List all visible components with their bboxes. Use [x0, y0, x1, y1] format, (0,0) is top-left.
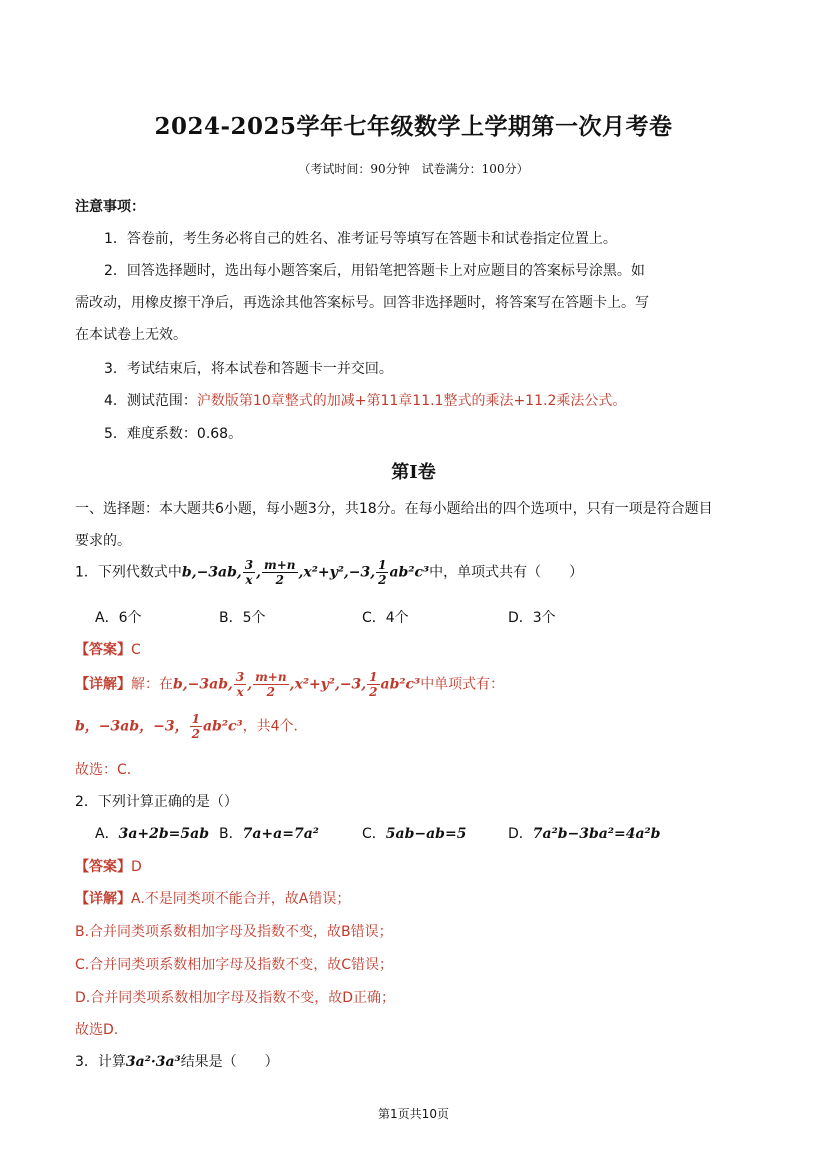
q2-detail-line-4: D.合并同类项系数相加字母及指数不变，故D正确； — [75, 990, 396, 1006]
question-2-stem: 2．下列计算正确的是（） — [75, 794, 238, 810]
q1-fraction-2-den: 2 — [275, 573, 284, 587]
notice-item-1: 1．答卷前，考生务必将自己的姓名、准考证号等填写在答题卡和试卷指定位置上。 — [104, 231, 617, 247]
notice-item-4 — [104, 390, 626, 410]
q1-expr-b: ,x²+y²,−3, — [298, 564, 376, 581]
q2-option-c: C．5ab−ab=5 — [362, 826, 467, 842]
notice-item-2-line-3: 在本试卷上无效。 — [75, 327, 187, 343]
q2-answer — [75, 856, 142, 876]
q2-detail-line-3: C.合并同类项系数相加字母及指数不变，故C错误； — [75, 957, 393, 973]
q1-detail-fraction-1: $\frac{3}{x}$ — [235, 670, 245, 699]
q1-detail-line-1: 【详解】解：在b,−3ab, $\frac{3}{x}$ , $\frac{m+n}{2}$ ,x²+y²,−3, $\frac{1}{2}$ ab²c³中单项式有： — [75, 670, 505, 699]
notice-heading: 注意事项： — [75, 199, 145, 215]
q2-option-a: A．3a+2b=5ab — [95, 826, 209, 842]
q1-fraction-1-den: x — [245, 573, 253, 587]
q2-detail-line-1 — [75, 888, 350, 908]
notice-item-2-line-1: 2．回答选择题时，选出每小题答案后，用铅笔把答题卡上对应题目的答案标号涂黑。如 — [104, 263, 645, 279]
question-3-stem — [75, 1051, 279, 1071]
q1-option-c: C．4个 — [362, 610, 409, 626]
q1-fraction-2-num: m+n — [264, 558, 296, 572]
q1-detail-fraction-2: $\frac{m+n}{2}$ — [255, 670, 287, 699]
question-3-suffix: 结果是（ ） — [180, 1054, 279, 1070]
q2-option-d: D．7a²b−3ba²=4a²b — [508, 826, 661, 842]
q1-fraction-1-num: 3 — [244, 558, 254, 572]
q2-detail-tag: 【详解】 — [75, 891, 131, 907]
q1-fraction-1 — [243, 558, 255, 587]
notice-item-4-prefix: 4．测试范围： — [104, 393, 197, 409]
q1-conclusion: 故选：C． — [75, 762, 141, 778]
question-3-prefix: 3．计算 — [75, 1054, 126, 1070]
q2-option-b: B．7a+a=7a² — [219, 826, 319, 842]
section-intro-line-2: 要求的。 — [75, 533, 131, 549]
q1-detail-line-2-expr: ab²c³ — [202, 718, 243, 735]
q1-detail-expr-c: ab²c³ — [380, 676, 421, 693]
q1-detail-line-2-b: ，共4个． — [242, 718, 308, 735]
q1-option-b: B．5个 — [219, 610, 266, 626]
q2-answer-value: D — [131, 859, 142, 875]
q1-detail-tag: 【详解】 — [75, 676, 131, 693]
question-1-stem: 1．下列代数式中b,−3ab, $\frac{3}{x}$ , $\frac{m+n}{2}$ ,x²+y²,−3, $\frac{1}{2}$ ab²c³中，单项式共有（ ） — [75, 558, 584, 587]
q3-expression: 3a²·3a³ — [125, 1054, 181, 1070]
question-1-suffix: 中，单项式共有（ ） — [429, 564, 584, 581]
question-1-prefix: 1．下列代数式中 — [75, 564, 182, 581]
q1-detail-line-2 — [75, 712, 308, 741]
q1-fraction-3-num: 1 — [378, 558, 387, 572]
q2-conclusion: 故选D. — [75, 1022, 119, 1038]
notice-item-3: 3．考试结束后，将本试卷和答题卡一并交回。 — [104, 361, 393, 377]
page-footer: 第1页共10页 — [378, 1107, 449, 1121]
q1-option-d: D．3个 — [508, 610, 556, 626]
q1-answer — [75, 639, 141, 659]
q1-detail-prefix: 解：在 — [131, 676, 173, 693]
q1-fraction-2 — [262, 558, 297, 587]
q1-fraction-3 — [376, 558, 388, 587]
q1-expr-a: b,−3ab, — [181, 564, 242, 581]
notice-item-2-line-2: 需改动，用橡皮擦干净后，再选涂其他答案标号。回答非选择题时，将答案写在答题卡上。写 — [75, 295, 649, 311]
page-title: 2024-2025学年七年级数学上学期第一次月考卷 — [154, 113, 673, 140]
test-scope: 沪数版第10章整式的加减+第11章11.1整式的乘法+11.2乘法公式。 — [196, 393, 627, 409]
q1-detail-expr-a: b,−3ab, — [173, 676, 233, 693]
q1-detail-fraction-4: $\frac{1}{2}$ — [191, 712, 200, 741]
exam-info: （考试时间：90分钟 试卷满分：100分） — [298, 162, 529, 176]
q2-detail-1: A.不是同类项不能合并，故A错误； — [131, 891, 351, 907]
q1-expr-c: ab²c³ — [389, 564, 430, 581]
q2-answer-tag: 【答案】 — [75, 859, 131, 875]
q1-answer-tag: 【答案】 — [75, 642, 131, 658]
q1-detail-suffix: 中单项式有： — [420, 676, 505, 693]
q1-detail-expr-b: ,x²+y²,−3, — [289, 676, 367, 693]
notice-item-5: 5．难度系数：0.68。 — [104, 426, 243, 442]
q1-answer-value: C — [131, 642, 141, 658]
q1-detail-line-2-a: b，−3ab，−3， — [75, 718, 189, 735]
section-title: 第Ⅰ卷 — [391, 462, 436, 483]
q2-detail-line-2: B.合并同类项系数相加字母及指数不变，故B错误； — [75, 924, 393, 940]
q1-fraction-3-den: 2 — [378, 573, 387, 587]
q1-option-a: A．6个 — [95, 610, 142, 626]
section-intro-line-1: 一、选择题：本大题共6小题，每小题3分，共18分。在每小题给出的四个选项中，只有一项是符合题目 — [75, 501, 713, 517]
q1-detail-fraction-3: $\frac{1}{2}$ — [369, 670, 378, 699]
